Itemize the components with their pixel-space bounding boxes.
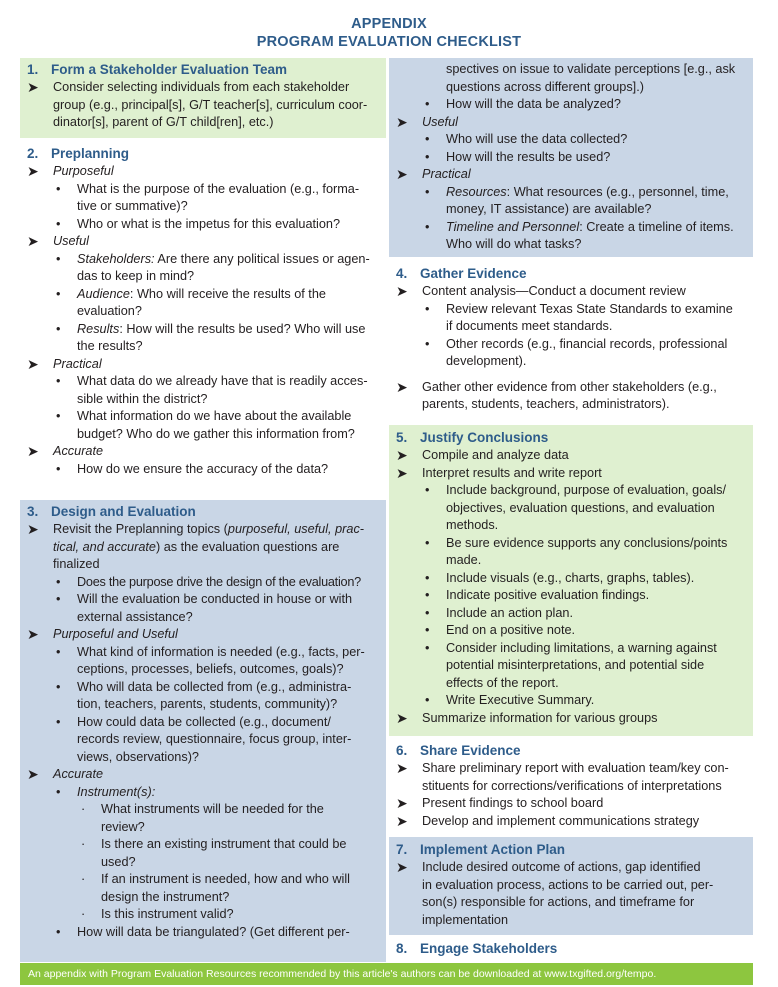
list-item: • How will the results be used? xyxy=(425,149,611,164)
section-7-heading: 7. Implement Action Plan xyxy=(396,842,566,857)
list-item: • Review relevant Texas State Standards to examine xyxy=(425,301,733,316)
list-item: ➤ Develop and implement communications strategy xyxy=(396,812,700,829)
list-item-cont: development). xyxy=(446,354,527,368)
list-item-cont: effects of the report. xyxy=(446,675,559,690)
list-item: · If an instrument is needed, how and who will xyxy=(81,872,350,886)
subheading-instruments: • Instrument(s): xyxy=(56,784,156,799)
list-item: ➤ Gather other evidence from other stakeholders (e.g., xyxy=(396,378,717,395)
list-item: ➤ Present findings to school board xyxy=(396,795,604,811)
list-item-cont: spectives on issue to validate perceptions [e.g., ask xyxy=(446,62,736,76)
list-item: • Be sure evidence supports any conclusions/points xyxy=(425,535,728,550)
list-item-cont: external assistance? xyxy=(77,609,193,624)
subheading-useful: ➤ Useful xyxy=(396,113,458,130)
list-item: • What kind of information is needed (e.g., facts, per- xyxy=(56,644,365,659)
list-item: • Consider including limitations, a warning against xyxy=(425,640,717,655)
list-item-cont: tical, and accurate) as the evaluation questions are xyxy=(53,539,340,554)
list-item-cont: the results? xyxy=(77,339,143,353)
page-title: PROGRAM EVALUATION CHECKLIST xyxy=(256,34,522,50)
list-item: • Audience: Who will receive the results of the xyxy=(56,286,326,301)
list-item: ➤ Content analysis—Conduct a document review xyxy=(396,283,686,299)
list-item: • Who will use the data collected? xyxy=(425,132,628,146)
section-1-heading: 1. Form a Stakeholder Evaluation Team xyxy=(27,62,288,77)
list-item: • What information do we have about the available xyxy=(56,409,352,423)
list-item-cont: dinator[s], parent of G/T child[ren], etc.) xyxy=(53,115,274,129)
list-item-cont: records review, questionnaire, focus group, inter- xyxy=(77,732,352,746)
list-item-cont: tive or summative)? xyxy=(77,199,188,213)
list-item-cont: implementation xyxy=(422,912,509,927)
list-item-cont: objectives, evaluation questions, and evaluation xyxy=(446,500,715,515)
section-8-heading: 8. Engage Stakeholders xyxy=(396,941,558,956)
section-4-heading: 4. Gather Evidence xyxy=(396,266,527,281)
list-item: ➤ Revisit the Preplanning topics (purposeful, useful, prac- xyxy=(27,521,365,537)
section-4-box xyxy=(389,257,753,425)
list-item: • What data do we already have that is readily acces- xyxy=(56,374,368,388)
list-item: · What instruments will be needed for the xyxy=(81,802,324,816)
footer-note: An appendix with Program Evaluation Resources recommended by this article's authors can be downloaded at www.txgifted.org/tempo. xyxy=(20,963,753,985)
list-item-cont: budget? Who do we gather this information from? xyxy=(77,426,355,441)
list-item: • Other records (e.g., financial records, professional xyxy=(425,336,728,351)
subheading-purposeful: ➤ Purposeful xyxy=(27,163,114,179)
list-item: ➤ Interpret results and write report xyxy=(396,464,602,481)
list-item: • How do we ensure the accuracy of the data? xyxy=(56,461,329,476)
section-3-box-right xyxy=(389,58,753,257)
list-item-cont: made. xyxy=(446,553,482,567)
list-item: ➤ Include desired outcome of actions, gap identified xyxy=(396,859,701,875)
list-item-cont: stituents for corrections/verifications of interpretations xyxy=(422,778,722,793)
section-8-box xyxy=(389,935,753,962)
subheading-useful: ➤ Useful xyxy=(27,233,89,249)
section-7-box xyxy=(389,837,753,935)
list-item: ➤ Share preliminary report with evaluation team/key con- xyxy=(396,760,729,776)
list-item-cont: ceptions, processes, beliefs, outcomes, goals)? xyxy=(77,662,344,676)
subheading-purposeful-useful: ➤ Purposeful and Useful xyxy=(27,626,178,642)
section-1-box xyxy=(20,58,386,138)
list-item: • How could data be collected (e.g., document/ xyxy=(56,714,331,729)
list-item: · Is there an existing instrument that could be xyxy=(81,837,347,851)
list-item-cont: parents, students, teachers, administrators). xyxy=(422,397,670,411)
list-item: • Stakeholders: Are there any political issues or agen- xyxy=(56,251,370,266)
section-6-heading: 6. Share Evidence xyxy=(396,743,521,758)
list-item: • Indicate positive evaluation findings. xyxy=(425,588,650,602)
list-item-cont: sible within the district? xyxy=(77,391,208,406)
list-item-cont: money, IT assistance) are available? xyxy=(446,202,652,216)
list-item: • Results: How will the results be used? Who will use xyxy=(56,321,366,336)
list-item-cont: son(s) responsible for actions, and timeframe for xyxy=(422,895,695,909)
section-5-box xyxy=(389,425,753,736)
list-item: • Resources: What resources (e.g., personnel, time, xyxy=(425,184,729,199)
subheading-accurate: ➤ Accurate xyxy=(27,443,104,459)
list-item-cont: design the instrument? xyxy=(101,889,230,904)
list-item-cont: finalized xyxy=(53,557,100,571)
list-item: • Include visuals (e.g., charts, graphs, tables). xyxy=(425,570,695,585)
list-item-cont: used? xyxy=(101,854,136,869)
list-item: · Is this instrument valid? xyxy=(81,907,234,921)
section-6-box xyxy=(389,736,753,837)
list-item: • Include background, purpose of evaluation, goals/ xyxy=(425,483,727,497)
list-item-cont: Who will do what tasks? xyxy=(446,237,582,251)
list-item: • Timeline and Personnel: Create a timeline of items. xyxy=(425,219,734,234)
list-item: • What is the purpose of the evaluation (e.g., forma- xyxy=(56,181,360,196)
list-item: • Who or what is the impetus for this evaluation? xyxy=(56,216,341,231)
list-item-cont: views, observations)? xyxy=(77,749,199,764)
list-item-cont: questions across different groups].) xyxy=(446,79,644,94)
subheading-practical: ➤ Practical xyxy=(27,355,102,372)
list-item-cont: potential misinterpretations, and potential side xyxy=(446,658,705,672)
list-item-cont: if documents meet standards. xyxy=(446,319,613,333)
list-item-cont: review? xyxy=(101,819,145,834)
list-item-cont: in evaluation process, actions to be carried out, per- xyxy=(422,877,714,892)
list-item: ➤ Summarize information for various groups xyxy=(396,709,658,726)
list-item: • Write Executive Summary. xyxy=(425,693,595,707)
list-item-cont: group (e.g., principal[s], G/T teacher[s], curriculum coor- xyxy=(53,97,368,112)
list-item-cont: evaluation? xyxy=(77,304,142,318)
subheading-practical: ➤ Practical xyxy=(396,166,471,182)
list-item: • How will data be triangulated? (Get different per- xyxy=(56,924,350,939)
section-3-heading: 3. Design and Evaluation xyxy=(27,504,196,519)
list-item: • Will the evaluation be conducted in house or with xyxy=(56,592,353,606)
list-item: • Who will data be collected from (e.g., administra- xyxy=(56,679,352,694)
appendix-label: APPENDIX xyxy=(351,16,427,32)
list-item: • Include an action plan. xyxy=(425,605,573,620)
list-item-cont: tion, teachers, parents, students, community)? xyxy=(77,697,338,711)
section-3-box-left xyxy=(20,500,386,962)
section-5-heading: 5. Justify Conclusions xyxy=(396,430,549,445)
subheading-accurate: ➤ Accurate xyxy=(27,766,104,782)
section-2-heading: 2. Preplanning xyxy=(27,146,130,161)
list-item-cont: das to keep in mind? xyxy=(77,269,195,283)
list-item: • End on a positive note. xyxy=(425,623,576,637)
list-item: ➤ Consider selecting individuals from each stakeholder xyxy=(27,79,350,95)
list-item: • How will the data be analyzed? xyxy=(425,97,621,111)
list-item: • Does the purpose drive the design of the evaluation? xyxy=(56,574,361,589)
list-item: ➤ Compile and analyze data xyxy=(396,447,569,463)
section-2-box xyxy=(20,138,386,500)
list-item-cont: methods. xyxy=(446,518,499,532)
